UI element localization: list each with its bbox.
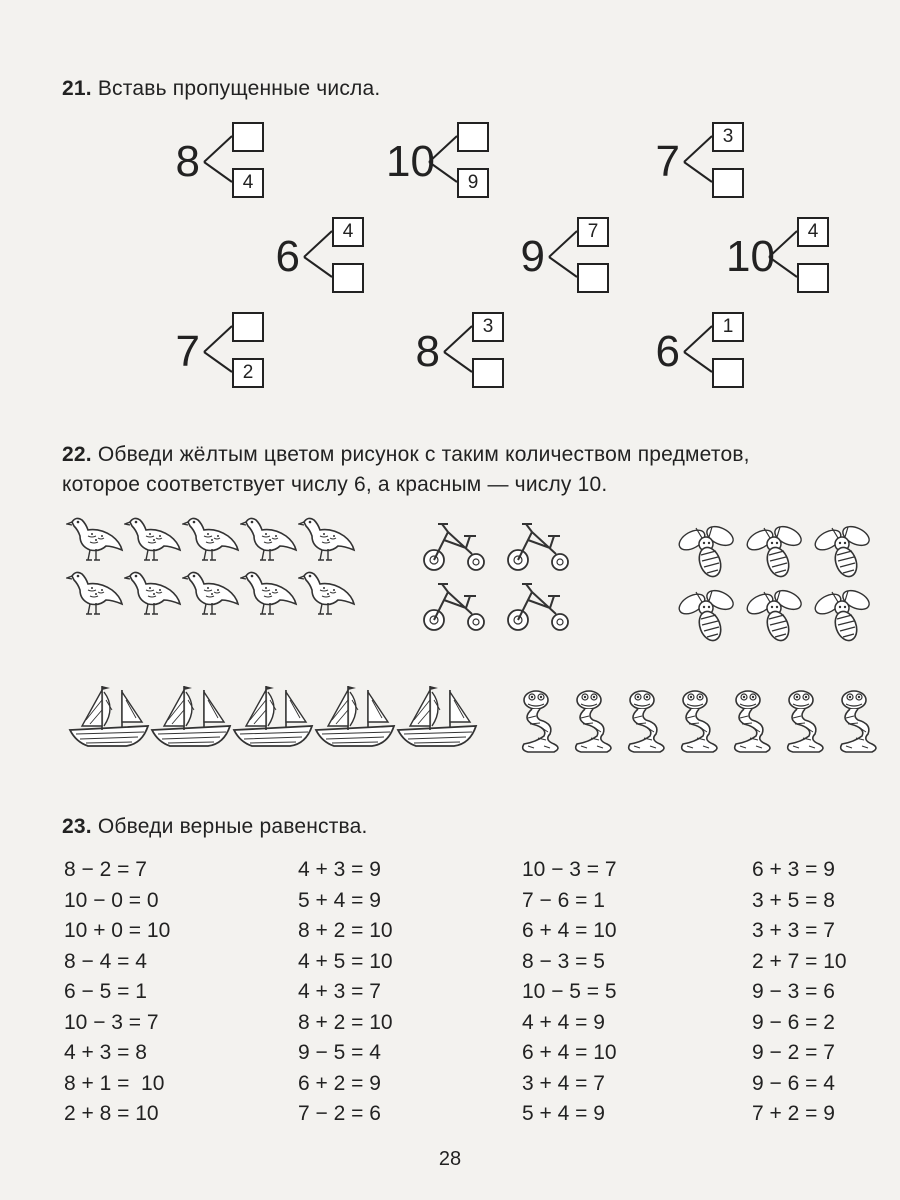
equation-column	[752, 855, 847, 1130]
number-bond	[150, 120, 320, 210]
bond-top-box: 3	[472, 312, 504, 342]
equation[interactable]: 8 + 2 = 10	[298, 919, 393, 942]
bond-whole-number: 9	[520, 232, 545, 281]
tricycle-icon	[420, 518, 488, 579]
ship-icon	[148, 680, 234, 759]
equation[interactable]: 8 − 2 = 7	[64, 858, 147, 881]
equation[interactable]: 10 − 3 = 7	[522, 858, 617, 881]
bond-bottom-box: 9	[457, 168, 489, 198]
bond-bottom-box[interactable]	[797, 263, 829, 293]
equation[interactable]: 6 + 2 = 9	[298, 1071, 381, 1095]
bird-icon	[182, 512, 240, 567]
snake-icon	[673, 688, 723, 761]
number-bond	[250, 215, 420, 305]
bond-top-box: 3	[712, 122, 744, 152]
tricycle-icon	[420, 578, 488, 639]
equation[interactable]: 8 − 3 = 5	[522, 949, 605, 973]
equation[interactable]: 9 − 2 = 7	[752, 1041, 835, 1064]
bond-whole-number: 6	[655, 327, 680, 376]
bird-icon	[66, 512, 124, 567]
bird-icon	[298, 512, 356, 567]
bond-bottom-box[interactable]	[472, 358, 504, 388]
equation[interactable]: 8 + 1 = 10	[64, 1071, 165, 1095]
bond-whole-number: 7	[655, 137, 680, 186]
bond-top-box: 4	[332, 217, 364, 247]
equation[interactable]: 2 + 7 = 10	[752, 949, 847, 973]
task-21-text: Вставь пропущенные числа.	[97, 77, 381, 100]
bee-icon	[812, 586, 876, 651]
equation[interactable]: 5 + 4 = 9	[298, 888, 381, 912]
bee-icon	[744, 522, 808, 587]
task-22-number: 22.	[62, 443, 92, 466]
equation[interactable]: 4 + 3 = 8	[64, 1041, 147, 1064]
equation[interactable]: 10 − 0 = 0	[64, 888, 159, 912]
equation[interactable]: 9 − 6 = 4	[752, 1071, 835, 1095]
snake-icon	[726, 688, 776, 761]
snake-icon	[620, 688, 670, 761]
bird-icon	[182, 566, 240, 621]
bee-icon	[676, 586, 740, 651]
bee-icon	[812, 522, 876, 587]
bond-bottom-box[interactable]	[577, 263, 609, 293]
bond-bottom-box: 4	[232, 168, 264, 198]
number-bond	[390, 310, 560, 400]
bird-icon	[66, 566, 124, 621]
bird-icon	[298, 566, 356, 621]
number-bond	[630, 120, 800, 210]
bird-icon	[124, 512, 182, 567]
bond-whole-number: 8	[175, 137, 200, 186]
equation[interactable]: 10 − 5 = 5	[522, 980, 617, 1003]
task-22-line1: Обведи жёлтым цветом рисунок с таким количеством предметов,	[97, 443, 750, 466]
snake-icon	[832, 688, 882, 761]
equation[interactable]: 7 − 6 = 1	[522, 888, 605, 912]
snake-icon	[779, 688, 829, 761]
number-bond	[150, 310, 320, 400]
task-21-number: 21.	[62, 77, 92, 100]
bond-top-box[interactable]	[457, 122, 489, 152]
bee-icon	[744, 586, 808, 651]
ship-icon	[394, 680, 480, 759]
bond-bottom-box[interactable]	[712, 358, 744, 388]
task-22-line2: которое соответствует числу 6, а красным — числу 10.	[62, 473, 608, 496]
bond-top-box: 4	[797, 217, 829, 247]
bond-bottom-box: 2	[232, 358, 264, 388]
bird-icon	[124, 566, 182, 621]
equation[interactable]: 7 + 2 = 9	[752, 1102, 835, 1125]
bond-top-box: 7	[577, 217, 609, 247]
task-22-line2-wrap	[62, 470, 607, 500]
bond-bottom-box[interactable]	[712, 168, 744, 198]
equation[interactable]: 3 + 4 = 7	[522, 1071, 605, 1095]
number-bond	[715, 215, 885, 305]
equation[interactable]: 9 − 5 = 4	[298, 1041, 381, 1064]
bird-icon	[240, 566, 298, 621]
bird-icon	[240, 512, 298, 567]
bee-icon	[676, 522, 740, 587]
equation[interactable]: 10 − 3 = 7	[64, 1010, 159, 1034]
equation-column	[64, 855, 170, 1130]
equation[interactable]: 7 − 2 = 6	[298, 1102, 381, 1125]
bond-top-box[interactable]	[232, 122, 264, 152]
equation[interactable]: 6 + 4 = 10	[522, 1041, 617, 1064]
equation[interactable]: 3 + 5 = 8	[752, 888, 835, 912]
equation-column	[522, 855, 617, 1130]
snake-icon	[567, 688, 617, 761]
equation[interactable]: 4 + 5 = 10	[298, 949, 393, 973]
number-bond	[375, 120, 545, 210]
bond-top-box[interactable]	[232, 312, 264, 342]
equation[interactable]: 4 + 4 = 9	[522, 1010, 605, 1034]
equation[interactable]: 9 − 3 = 6	[752, 980, 835, 1003]
equation-column	[298, 855, 393, 1130]
bond-whole-number: 7	[175, 327, 200, 376]
bond-whole-number: 6	[275, 232, 300, 281]
equation[interactable]: 8 − 4 = 4	[64, 949, 147, 973]
equation[interactable]: 9 − 6 = 2	[752, 1010, 835, 1034]
tricycle-icon	[504, 578, 572, 639]
equation[interactable]: 6 − 5 = 1	[64, 980, 147, 1003]
number-bond	[495, 215, 665, 305]
task-21-title	[62, 74, 380, 104]
task-23-number: 23.	[62, 815, 92, 838]
equation[interactable]: 3 + 3 = 7	[752, 919, 835, 942]
bond-bottom-box[interactable]	[332, 263, 364, 293]
bond-whole-number: 10	[386, 137, 435, 186]
equation[interactable]: 4 + 3 = 9	[298, 858, 381, 881]
bond-whole-number: 8	[415, 327, 440, 376]
task-23-title	[62, 812, 368, 842]
page-number: 28	[438, 1148, 462, 1170]
task-22-title	[62, 440, 750, 470]
equation[interactable]: 8 + 2 = 10	[298, 1010, 393, 1034]
equation[interactable]: 6 + 3 = 9	[752, 858, 835, 881]
equation[interactable]: 5 + 4 = 9	[522, 1102, 605, 1125]
ship-icon	[312, 680, 398, 759]
equation[interactable]: 10 + 0 = 10	[64, 919, 171, 942]
ship-icon	[66, 680, 152, 759]
bond-top-box: 1	[712, 312, 744, 342]
snake-icon	[514, 688, 564, 761]
equation[interactable]: 6 + 4 = 10	[522, 919, 617, 942]
equation[interactable]: 4 + 3 = 7	[298, 980, 381, 1003]
tricycle-icon	[504, 518, 572, 579]
ship-icon	[230, 680, 316, 759]
number-bond	[630, 310, 800, 400]
equation[interactable]: 2 + 8 = 10	[64, 1102, 159, 1125]
task-23-text: Обведи верные равенства.	[97, 815, 368, 838]
bond-whole-number: 10	[726, 232, 775, 281]
